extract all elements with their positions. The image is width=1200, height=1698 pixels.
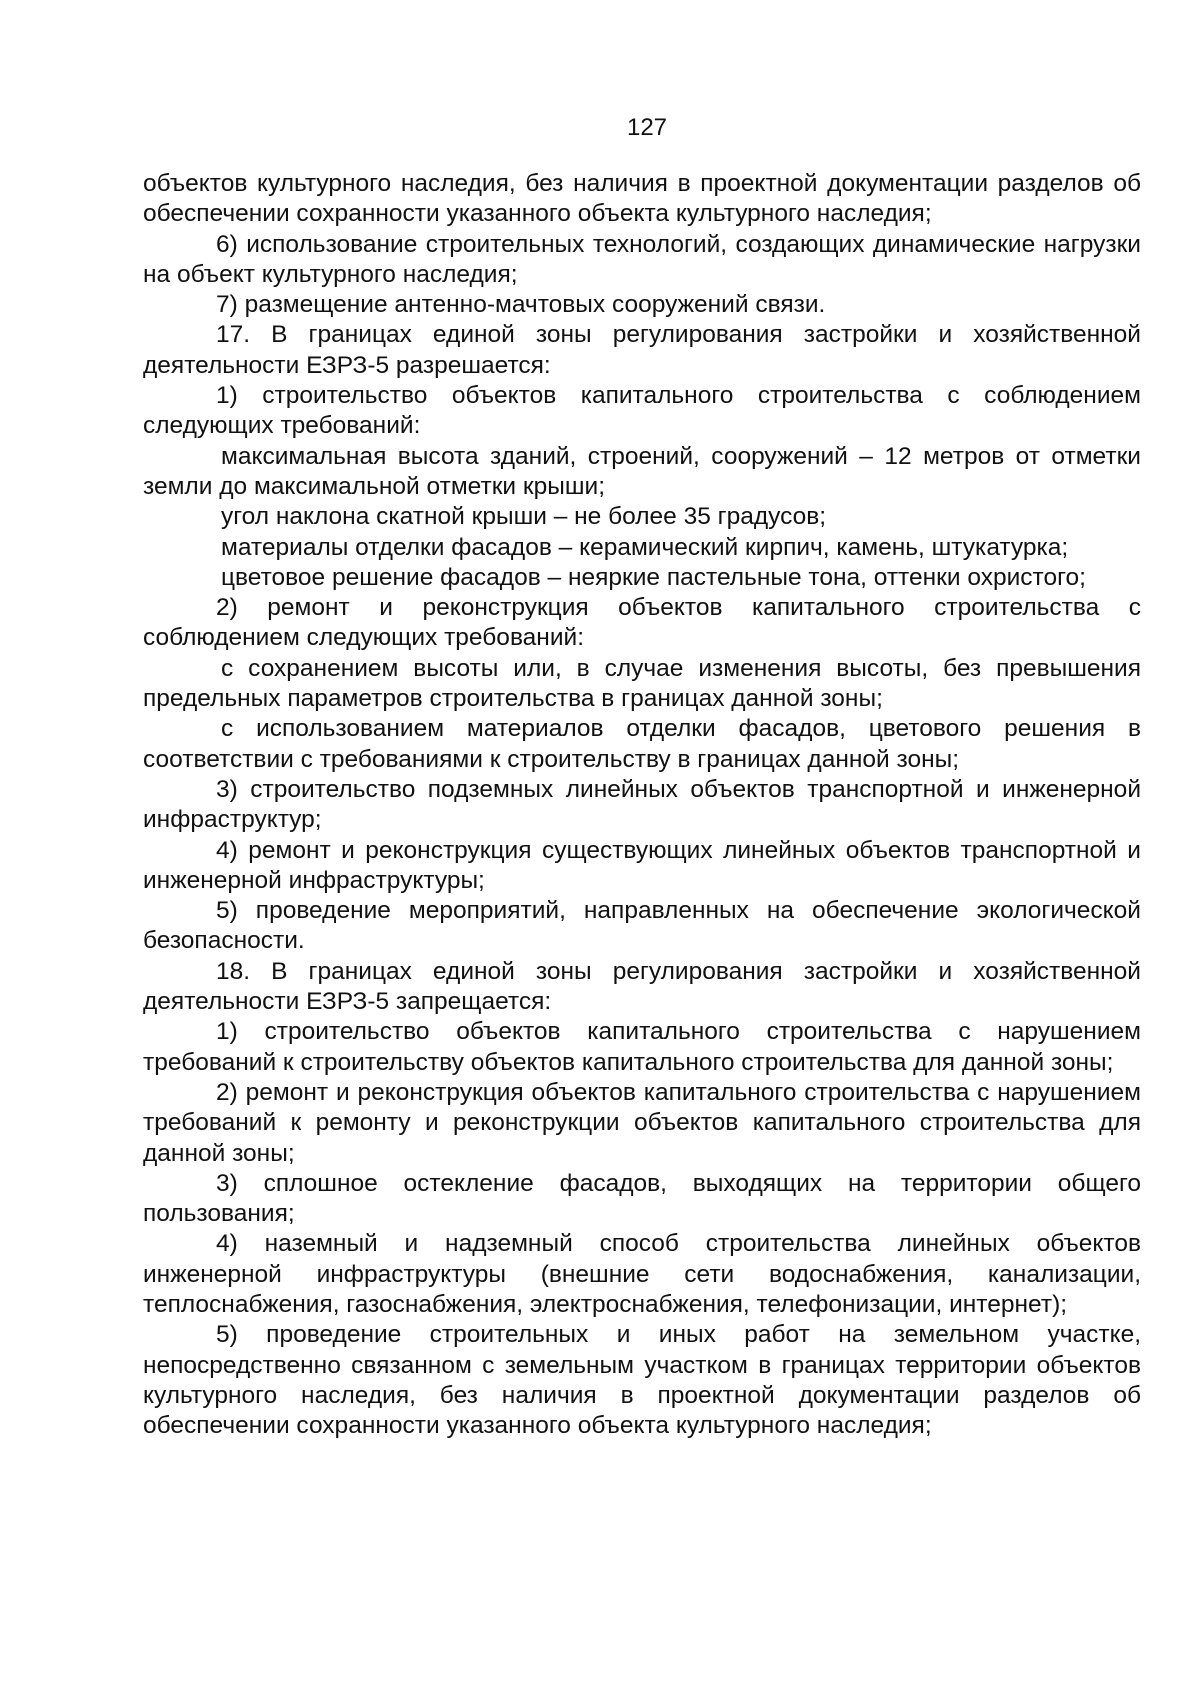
paragraph-section-18: 18. В границах единой зоны регулирования застройки и хозяйственной деятельности ЕЗРЗ-5 запрещается: <box>143 957 1141 1016</box>
paragraph-requirement-facade: с использованием материалов отделки фасадов, цветового решения в соответствии с требованиями к строительству в границах данной зоны; <box>143 715 1141 773</box>
paragraph-18-item-5: 5) проведение строительных и иных работ на земельном участке, непосредственно связанном с земельным участком в границах территории объектов культурного наследия, без наличия в проектной документации разделов об обеспечении сохранности указанного объекта культурного наследия; <box>143 1321 1141 1440</box>
paragraph-item-6: 6) использование строительных технологий, создающих динамические нагрузки на объект культурного наследия; <box>143 230 1141 288</box>
page-number: 127 <box>626 114 668 141</box>
paragraph-item-7: 7) размещение антенно-мачтовых сооружений связи. <box>216 291 826 319</box>
paragraph-requirement-color: цветовое решение фасадов – неяркие пастельные тона, оттенки охристого; <box>221 563 1086 591</box>
document-body <box>143 169 1141 1441</box>
paragraph-section-17: 17. В границах единой зоны регулирования застройки и хозяйственной деятельности ЕЗРЗ-5 разрешается: <box>143 321 1141 379</box>
paragraph-requirement-height-preserve: с сохранением высоты или, в случае изменения высоты, без превышения предельных параметров строительства в границах данной зоны; <box>143 654 1141 713</box>
paragraph-17-item-3: 3) строительство подземных линейных объектов транспортной и инженерной инфраструктур; <box>143 775 1141 834</box>
paragraph-continuation: объектов культурного наследия, без наличия в проектной документации разделов об обеспечении сохранности указанного объекта культурного наследия; <box>143 170 1141 228</box>
paragraph-17-item-4: 4) ремонт и реконструкция существующих линейных объектов транспортной и инженерной инфраструктуры; <box>143 836 1141 894</box>
paragraph-17-item-5: 5) проведение мероприятий, направленных на обеспечение экологической безопасности. <box>143 897 1141 955</box>
paragraph-18-item-1: 1) строительство объектов капитального строительства с нарушением требований к строительству объектов капитального строительства для данной зоны; <box>143 1018 1141 1076</box>
paragraph-17-item-1: 1) строительство объектов капитального строительства с соблюдением следующих требований: <box>143 382 1141 440</box>
paragraph-requirement-roof: угол наклона скатной крыши – не более 35 градусов; <box>221 503 827 531</box>
paragraph-18-item-4: 4) наземный и надземный способ строительства линейных объектов инженерной инфраструктуры (внешние сети водоснабжения, канализации, теплоснабжения, газоснабжения, электроснабжения, телефонизации, интернет); <box>143 1230 1141 1318</box>
paragraph-17-item-2: 2) ремонт и реконструкция объектов капитального строительства с соблюдением следующих требований: <box>143 594 1141 652</box>
paragraph-requirement-materials: материалы отделки фасадов – керамический кирпич, камень, штукатурка; <box>221 533 1069 561</box>
paragraph-requirement-height: максимальная высота зданий, строений, сооружений – 12 метров от отметки земли до максимальной отметки крыши; <box>143 442 1141 500</box>
paragraph-18-item-2: 2) ремонт и реконструкция объектов капитального строительства с нарушением требований к ремонту и реконструкции объектов капитального строительства для данной зоны; <box>143 1078 1141 1167</box>
paragraph-18-item-3: 3) сплошное остекление фасадов, выходящих на территории общего пользования; <box>143 1169 1141 1228</box>
